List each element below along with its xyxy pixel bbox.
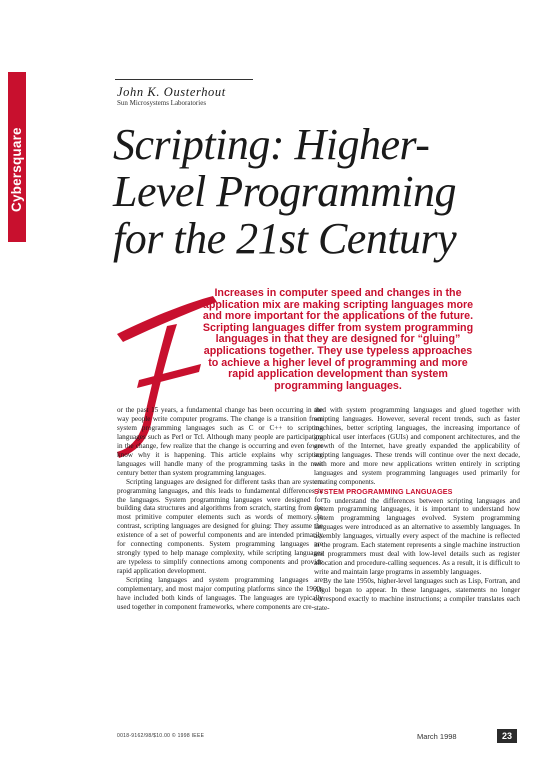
section-heading: SYSTEM PROGRAMMING LANGUAGES bbox=[314, 486, 453, 496]
author-affiliation: Sun Microsystems Laboratories bbox=[117, 99, 207, 107]
footer-date: March 1998 bbox=[417, 732, 457, 741]
article-abstract: Increases in computer speed and changes in the application mix are making scripting languages more and more important for the applications of the future. Scripting languages differ from system programming languages in that they are designed for “gluing” applications together. They use typeless approaches to achieve a higher level of programming and more rapid application development than system programming languages. bbox=[202, 287, 474, 392]
title-line-2: Level Programming bbox=[113, 167, 457, 216]
footer-issn: 0018-9162/98/$10.00 © 1998 IEEE bbox=[117, 733, 205, 739]
body-paragraph: By the late 1950s, higher-level languages such as Lisp, Fortran, and Algol began to appear. In these languages, statements no longer correspond exactly to machine instructions; a compiler translates each state- bbox=[314, 577, 520, 612]
article-title bbox=[113, 121, 533, 262]
author-name: John K. Ousterhout bbox=[117, 85, 226, 99]
body-column-right bbox=[314, 406, 520, 613]
body-paragraph: To understand the differences between scripting languages and system programming languages, it is important to understand how system programming languages evolved. System programming languages were introduced as an alternative to assembly languages. In assembly languages, virtually every aspect of the machine is reflected in the program. Each statement represents a single machine instruction and programmers must deal with low-level details such as register allocation and procedure-calling sequences. As a result, it is difficult to write and maintain large programs in assembly languages. bbox=[314, 496, 520, 577]
title-line-1: Scripting: Higher- bbox=[113, 120, 430, 169]
body-paragraph: ated with system programming languages and glued together with scripting languages. However, several recent trends, such as faster machines, better scripting languages, the increasing importance of graphical user interfaces (GUIs) and component architectures, and the growth of the Internet, have greatly expanded the applicability of scripting languages. These trends will continue over the next decade, with more and more new applications written entirely in scripting languages and system programming languages used primarily for creating components. bbox=[314, 406, 520, 486]
body-paragraph: or the past 15 years, a fundamental change has been occurring in the way people write computer programs. The change is a transition from system programming languages such as C or C++ to scripting languages such as Perl or Tcl. Although many people are participating in the change, few realize that the change is occurring and even fewer know why it is happening. This article explains why scripting languages will handle many of the programming tasks in the next century better than system programming languages. bbox=[117, 406, 323, 477]
body-column-left bbox=[117, 406, 323, 612]
body-paragraph: Scripting languages are designed for different tasks than are system programming languages, and this leads to fundamental differences in the languages. System programming languages were designed for building data structures and algorithms from scratch, starting from the most primitive computer elements such as words of memory. In contrast, scripting languages are designed for gluing: They assume the existence of a set of powerful components and are intended primarily for connecting components. System programming languages are strongly typed to help manage complexity, while scripting languages are typeless to simplify connections among components and provide rapid application development. bbox=[117, 477, 323, 576]
page-number: 23 bbox=[497, 729, 517, 743]
body-paragraph: Scripting languages and system programming languages are complementary, and most major computing platforms since the 1960s have included both kinds of languages. The languages are typically used together in component frameworks, where components are cre- bbox=[117, 576, 323, 611]
title-line-3: for the 21st Century bbox=[113, 214, 457, 263]
section-tab-label: Cybersquare bbox=[9, 127, 24, 212]
author-divider bbox=[115, 79, 253, 80]
